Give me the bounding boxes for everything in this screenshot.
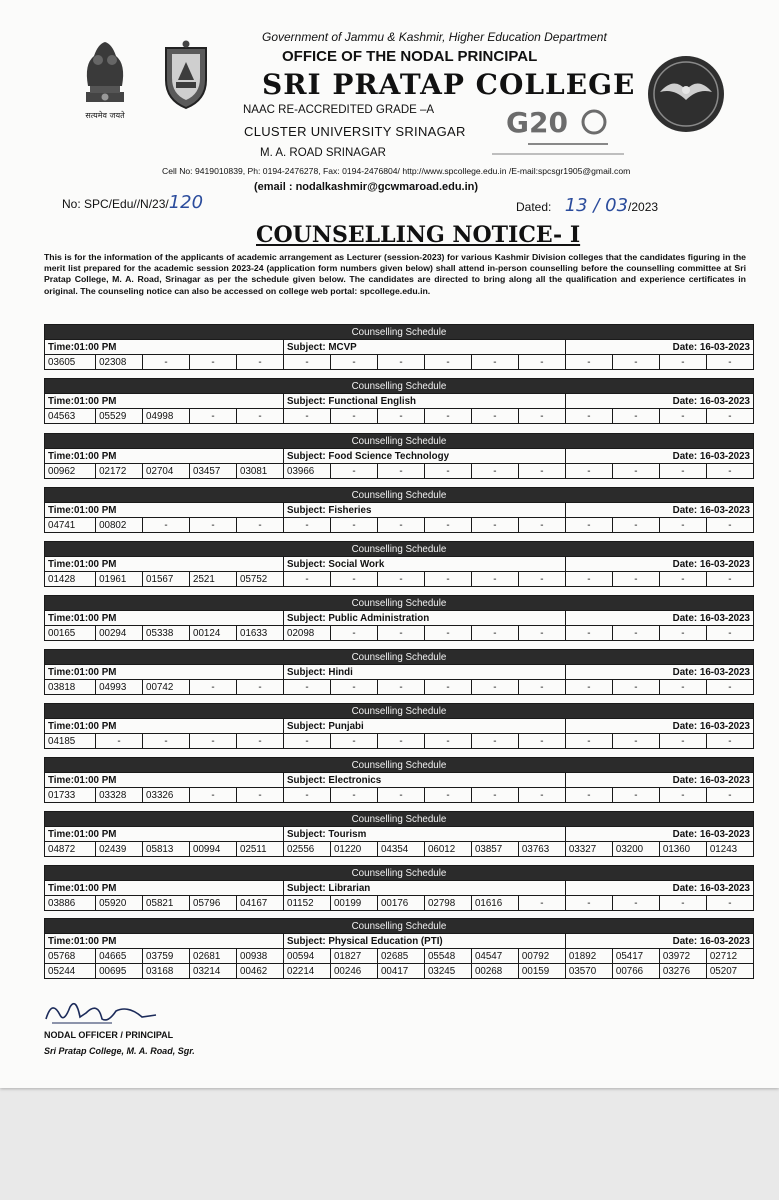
application-number-cell: - xyxy=(471,355,518,370)
application-number-cell: 00294 xyxy=(96,626,143,641)
schedule-table xyxy=(44,433,754,479)
application-number-cell: - xyxy=(237,788,284,803)
application-number-cell: 03818 xyxy=(45,680,96,695)
application-number-cell: 02214 xyxy=(284,964,331,979)
application-number-cell: - xyxy=(377,572,424,587)
table-row xyxy=(45,680,754,695)
email-line: (email : nodalkashmir@gcwmaroad.edu.in) xyxy=(254,181,479,193)
schedule-time: Time:01:00 PM xyxy=(45,340,284,355)
notice-date xyxy=(516,195,658,216)
application-number-cell: 01567 xyxy=(143,572,190,587)
schedule-date: Date: 16-03-2023 xyxy=(565,719,753,734)
application-number-cell: - xyxy=(424,680,471,695)
application-number-cell: - xyxy=(612,572,659,587)
schedule-subject: Subject: Electronics xyxy=(284,773,566,788)
schedule-subject: Subject: Physical Education (PTI) xyxy=(284,934,566,949)
schedule-table xyxy=(44,649,754,695)
application-number-cell: - xyxy=(424,518,471,533)
application-number-cell: 05529 xyxy=(96,409,143,424)
application-number-cell: - xyxy=(330,518,377,533)
schedule-table xyxy=(44,918,754,979)
application-number-cell: - xyxy=(424,572,471,587)
application-number-cell: - xyxy=(565,734,612,749)
schedule-table xyxy=(44,811,754,857)
application-number-cell: 03327 xyxy=(565,842,612,857)
application-number-cell: 03457 xyxy=(190,464,237,479)
schedule-time: Time:01:00 PM xyxy=(45,503,284,518)
schedule-header: Counselling Schedule xyxy=(45,325,754,340)
schedule-date: Date: 16-03-2023 xyxy=(565,340,753,355)
application-number-cell: 03168 xyxy=(143,964,190,979)
signatory-designation: NODAL OFFICER / PRINCIPAL xyxy=(44,1030,174,1040)
application-number-cell: 00962 xyxy=(45,464,96,479)
application-number-cell: - xyxy=(706,788,753,803)
schedule-header: Counselling Schedule xyxy=(45,488,754,503)
application-number-cell: - xyxy=(565,409,612,424)
application-number-cell: 03276 xyxy=(659,964,706,979)
application-number-cell: 06012 xyxy=(424,842,471,857)
application-number-cell: - xyxy=(377,518,424,533)
schedule-header: Counselling Schedule xyxy=(45,434,754,449)
application-number-cell: - xyxy=(659,788,706,803)
reference-number xyxy=(62,192,203,213)
application-number-cell: - xyxy=(424,788,471,803)
application-number-cell: - xyxy=(424,409,471,424)
table-row xyxy=(45,896,754,911)
application-number-cell: - xyxy=(565,680,612,695)
dated-handwritten: 13 / 03 xyxy=(564,195,629,216)
application-number-cell: - xyxy=(424,355,471,370)
schedule-header: Counselling Schedule xyxy=(45,650,754,665)
application-number-cell: 02685 xyxy=(377,949,424,964)
schedule-time: Time:01:00 PM xyxy=(45,449,284,464)
notice-intro: This is for the information of the applicants of academic arrangement as Lecturer (session-2023) for various Kashmir Division colleges that the candidates figuring in the merit list prepared for the academic session 2023-24 (application form numbers given below) shall attend in-person counselling before the counselling committee at Sri Pratap College, M. A. Road, Srinagar as per the schedule given below. The candidates are directed to bring along all the qualification and experience certificates in original. The counseling notice can also be accessed on college web portal: spcollege.edu.in. xyxy=(44,252,746,296)
office-title: OFFICE OF THE NODAL PRINCIPAL xyxy=(282,48,538,65)
application-number-cell: - xyxy=(190,355,237,370)
application-number-cell: - xyxy=(706,626,753,641)
application-number-cell: - xyxy=(706,572,753,587)
schedule-header: Counselling Schedule xyxy=(45,866,754,881)
application-number-cell: 01633 xyxy=(237,626,284,641)
application-number-cell: 00792 xyxy=(518,949,565,964)
application-number-cell: - xyxy=(659,464,706,479)
application-number-cell: - xyxy=(377,355,424,370)
application-number-cell: 02556 xyxy=(284,842,331,857)
application-number-cell: - xyxy=(330,788,377,803)
schedule-subject: Subject: Fisheries xyxy=(284,503,566,518)
schedule-time: Time:01:00 PM xyxy=(45,773,284,788)
schedule-table xyxy=(44,703,754,749)
schedule-header: Counselling Schedule xyxy=(45,542,754,557)
schedule-date: Date: 16-03-2023 xyxy=(565,449,753,464)
application-number-cell: - xyxy=(471,626,518,641)
application-number-cell: 02704 xyxy=(143,464,190,479)
table-row xyxy=(45,518,754,533)
application-number-cell: - xyxy=(612,355,659,370)
schedule-date: Date: 16-03-2023 xyxy=(565,503,753,518)
application-number-cell: - xyxy=(143,734,190,749)
application-number-cell: 01152 xyxy=(284,896,331,911)
schedule-time: Time:01:00 PM xyxy=(45,827,284,842)
application-number-cell: - xyxy=(237,355,284,370)
application-number-cell: - xyxy=(284,788,331,803)
naac-grade: NAAC RE-ACCREDITED GRADE –A xyxy=(243,104,435,116)
application-number-cell: 05768 xyxy=(45,949,96,964)
schedule-subject: Subject: Public Administration xyxy=(284,611,566,626)
application-number-cell: - xyxy=(284,355,331,370)
application-number-cell: - xyxy=(377,626,424,641)
schedule-date: Date: 16-03-2023 xyxy=(565,557,753,572)
application-number-cell: 01360 xyxy=(659,842,706,857)
schedule-table xyxy=(44,865,754,911)
application-number-cell: - xyxy=(284,734,331,749)
application-number-cell: - xyxy=(424,464,471,479)
application-number-cell: - xyxy=(659,409,706,424)
national-emblem-icon xyxy=(72,34,138,126)
application-number-cell: - xyxy=(706,409,753,424)
application-number-cell: 00199 xyxy=(330,896,377,911)
g20-logo-icon xyxy=(488,102,628,160)
application-number-cell: - xyxy=(471,734,518,749)
reference-handwritten-number: 120 xyxy=(168,192,204,213)
application-number-cell: - xyxy=(612,896,659,911)
application-number-cell: 01616 xyxy=(471,896,518,911)
application-number-cell: - xyxy=(471,464,518,479)
application-number-cell: 00802 xyxy=(96,518,143,533)
application-number-cell: - xyxy=(612,409,659,424)
reference-prefix: No: SPC/Edu//N/23/ xyxy=(62,197,169,211)
schedule-header: Counselling Schedule xyxy=(45,379,754,394)
application-number-cell: - xyxy=(330,409,377,424)
application-number-cell: 01733 xyxy=(45,788,96,803)
application-number-cell: - xyxy=(330,355,377,370)
application-number-cell: - xyxy=(659,572,706,587)
application-number-cell: - xyxy=(612,788,659,803)
application-number-cell: - xyxy=(424,626,471,641)
application-number-cell: 01827 xyxy=(330,949,377,964)
application-number-cell: - xyxy=(471,518,518,533)
application-number-cell: - xyxy=(612,734,659,749)
application-number-cell: 03081 xyxy=(237,464,284,479)
application-number-cell: - xyxy=(471,680,518,695)
application-number-cell: 00938 xyxy=(237,949,284,964)
application-number-cell: - xyxy=(190,518,237,533)
application-number-cell: 04563 xyxy=(45,409,96,424)
application-number-cell: 00594 xyxy=(284,949,331,964)
application-number-cell: - xyxy=(659,626,706,641)
application-number-cell: 02308 xyxy=(96,355,143,370)
application-number-cell: 02681 xyxy=(190,949,237,964)
application-number-cell: - xyxy=(284,680,331,695)
application-number-cell: 03245 xyxy=(424,964,471,979)
table-row xyxy=(45,409,754,424)
application-number-cell: - xyxy=(237,680,284,695)
application-number-cell: 04993 xyxy=(96,680,143,695)
schedule-time: Time:01:00 PM xyxy=(45,719,284,734)
application-number-cell: 02712 xyxy=(706,949,753,964)
dated-label: Dated: xyxy=(516,200,552,214)
application-number-cell: 05338 xyxy=(143,626,190,641)
application-number-cell: - xyxy=(518,626,565,641)
schedule-table xyxy=(44,595,754,641)
g20-logo-text: G20 xyxy=(506,106,568,139)
application-number-cell: 04167 xyxy=(237,896,284,911)
table-row xyxy=(45,572,754,587)
application-number-cell: - xyxy=(284,409,331,424)
application-number-cell: 04547 xyxy=(471,949,518,964)
application-number-cell: - xyxy=(96,734,143,749)
application-number-cell: 02511 xyxy=(237,842,284,857)
application-number-cell: - xyxy=(565,896,612,911)
application-number-cell: 00268 xyxy=(471,964,518,979)
schedule-subject: Subject: Food Science Technology xyxy=(284,449,566,464)
schedule-subject: Subject: MCVP xyxy=(284,340,566,355)
schedule-subject: Subject: Functional English xyxy=(284,394,566,409)
application-number-cell: - xyxy=(377,680,424,695)
application-number-cell: 04872 xyxy=(45,842,96,857)
application-number-cell: - xyxy=(471,572,518,587)
schedule-date: Date: 16-03-2023 xyxy=(565,611,753,626)
application-number-cell: - xyxy=(143,518,190,533)
application-number-cell: - xyxy=(565,518,612,533)
application-number-cell: 03200 xyxy=(612,842,659,857)
application-number-cell: - xyxy=(377,409,424,424)
application-number-cell: 00766 xyxy=(612,964,659,979)
application-number-cell: 01243 xyxy=(706,842,753,857)
application-number-cell: - xyxy=(659,734,706,749)
application-number-cell: 03857 xyxy=(471,842,518,857)
application-number-cell: - xyxy=(659,518,706,533)
schedule-time: Time:01:00 PM xyxy=(45,934,284,949)
application-number-cell: - xyxy=(377,788,424,803)
application-number-cell: - xyxy=(190,680,237,695)
application-number-cell: - xyxy=(284,572,331,587)
application-number-cell: 05813 xyxy=(143,842,190,857)
application-number-cell: 01428 xyxy=(45,572,96,587)
application-number-cell: 00462 xyxy=(237,964,284,979)
application-number-cell: 04998 xyxy=(143,409,190,424)
schedule-time: Time:01:00 PM xyxy=(45,665,284,680)
table-row xyxy=(45,949,754,964)
application-number-cell: - xyxy=(659,680,706,695)
application-number-cell: 01961 xyxy=(96,572,143,587)
application-number-cell: 04741 xyxy=(45,518,96,533)
application-number-cell: - xyxy=(330,626,377,641)
application-number-cell: 04665 xyxy=(96,949,143,964)
application-number-cell: - xyxy=(237,409,284,424)
application-number-cell: - xyxy=(612,680,659,695)
application-number-cell: - xyxy=(706,896,753,911)
application-number-cell: 02172 xyxy=(96,464,143,479)
application-number-cell: - xyxy=(518,355,565,370)
emblem-motto: सत्यमेव जयते xyxy=(85,111,125,120)
schedule-header: Counselling Schedule xyxy=(45,758,754,773)
table-row xyxy=(45,842,754,857)
government-line: Government of Jammu & Kashmir, Higher Education Department xyxy=(262,30,607,44)
application-number-cell: 00994 xyxy=(190,842,237,857)
application-number-cell: - xyxy=(518,464,565,479)
application-number-cell: - xyxy=(143,355,190,370)
application-number-cell: - xyxy=(706,355,753,370)
schedule-time: Time:01:00 PM xyxy=(45,394,284,409)
schedule-subject: Subject: Tourism xyxy=(284,827,566,842)
application-number-cell: - xyxy=(565,626,612,641)
table-row xyxy=(45,964,754,979)
schedule-header: Counselling Schedule xyxy=(45,919,754,934)
application-number-cell: 03214 xyxy=(190,964,237,979)
application-number-cell: - xyxy=(518,572,565,587)
application-number-cell: 03966 xyxy=(284,464,331,479)
application-number-cell: 05207 xyxy=(706,964,753,979)
application-number-cell: - xyxy=(471,409,518,424)
schedule-date: Date: 16-03-2023 xyxy=(565,773,753,788)
schedule-date: Date: 16-03-2023 xyxy=(565,934,753,949)
application-number-cell: 00246 xyxy=(330,964,377,979)
application-number-cell: - xyxy=(706,680,753,695)
application-number-cell: 05548 xyxy=(424,949,471,964)
schedule-date: Date: 16-03-2023 xyxy=(565,827,753,842)
application-number-cell: - xyxy=(518,896,565,911)
application-number-cell: 00165 xyxy=(45,626,96,641)
application-number-cell: 02798 xyxy=(424,896,471,911)
table-row xyxy=(45,734,754,749)
application-number-cell: - xyxy=(612,464,659,479)
application-number-cell: - xyxy=(284,518,331,533)
schedule-subject: Subject: Hindi xyxy=(284,665,566,680)
application-number-cell: - xyxy=(424,734,471,749)
application-number-cell: 03759 xyxy=(143,949,190,964)
application-number-cell: - xyxy=(565,355,612,370)
application-number-cell: 00742 xyxy=(143,680,190,695)
application-number-cell: 01220 xyxy=(330,842,377,857)
schedule-table xyxy=(44,757,754,803)
application-number-cell: - xyxy=(659,355,706,370)
application-number-cell: 00124 xyxy=(190,626,237,641)
schedule-time: Time:01:00 PM xyxy=(45,557,284,572)
application-number-cell: - xyxy=(330,680,377,695)
schedule-subject: Subject: Librarian xyxy=(284,881,566,896)
application-number-cell: 00695 xyxy=(96,964,143,979)
application-number-cell: - xyxy=(518,734,565,749)
schedule-table xyxy=(44,378,754,424)
application-number-cell: - xyxy=(565,572,612,587)
schedule-subject: Subject: Social Work xyxy=(284,557,566,572)
schedule-header: Counselling Schedule xyxy=(45,704,754,719)
schedule-time: Time:01:00 PM xyxy=(45,881,284,896)
application-number-cell: 2521 xyxy=(190,572,237,587)
table-row xyxy=(45,626,754,641)
application-number-cell: 05920 xyxy=(96,896,143,911)
schedule-date: Date: 16-03-2023 xyxy=(565,394,753,409)
application-number-cell: 03605 xyxy=(45,355,96,370)
college-badge-icon xyxy=(646,54,726,134)
application-number-cell: 05796 xyxy=(190,896,237,911)
college-name: SRI PRATAP COLLEGE xyxy=(262,68,636,101)
application-number-cell: 02098 xyxy=(284,626,331,641)
application-number-cell: - xyxy=(518,680,565,695)
table-row xyxy=(45,788,754,803)
university-name: CLUSTER UNIVERSITY SRINAGAR xyxy=(244,124,466,139)
application-number-cell: 05417 xyxy=(612,949,659,964)
application-number-cell: - xyxy=(190,788,237,803)
application-number-cell: 03972 xyxy=(659,949,706,964)
application-number-cell: 05244 xyxy=(45,964,96,979)
contact-details: Cell No: 9419010839, Ph: 0194-2476278, Fax: 0194-2476804/ http://www.spcollege.edu.in /E-mail:spcsgr1905@gmail.com xyxy=(162,166,631,176)
schedule-table xyxy=(44,324,754,370)
application-number-cell: - xyxy=(659,896,706,911)
table-row xyxy=(45,464,754,479)
application-number-cell: - xyxy=(518,409,565,424)
application-number-cell: 00176 xyxy=(377,896,424,911)
application-number-cell: - xyxy=(706,734,753,749)
application-number-cell: 01892 xyxy=(565,949,612,964)
application-number-cell: - xyxy=(237,518,284,533)
schedule-header: Counselling Schedule xyxy=(45,596,754,611)
signatory-address: Sri Pratap College, M. A. Road, Sgr. xyxy=(44,1046,195,1056)
application-number-cell: - xyxy=(237,734,284,749)
application-number-cell: 03763 xyxy=(518,842,565,857)
application-number-cell: - xyxy=(190,734,237,749)
application-number-cell: - xyxy=(565,788,612,803)
table-row xyxy=(45,355,754,370)
schedule-time: Time:01:00 PM xyxy=(45,611,284,626)
application-number-cell: - xyxy=(612,626,659,641)
application-number-cell: 03886 xyxy=(45,896,96,911)
application-number-cell: - xyxy=(612,518,659,533)
application-number-cell: 00159 xyxy=(518,964,565,979)
schedule-date: Date: 16-03-2023 xyxy=(565,881,753,896)
schedule-subject: Subject: Punjabi xyxy=(284,719,566,734)
application-number-cell: - xyxy=(706,464,753,479)
application-number-cell: - xyxy=(471,788,518,803)
application-number-cell: - xyxy=(377,734,424,749)
application-number-cell: 00417 xyxy=(377,964,424,979)
schedule-date: Date: 16-03-2023 xyxy=(565,665,753,680)
application-number-cell: 03570 xyxy=(565,964,612,979)
application-number-cell: - xyxy=(190,409,237,424)
college-crest-icon xyxy=(160,40,212,110)
application-number-cell: - xyxy=(518,788,565,803)
dated-year: /2023 xyxy=(628,200,659,214)
schedule-table xyxy=(44,541,754,587)
application-number-cell: - xyxy=(330,464,377,479)
application-number-cell: - xyxy=(565,464,612,479)
schedule-header: Counselling Schedule xyxy=(45,812,754,827)
application-number-cell: 04185 xyxy=(45,734,96,749)
schedule-table xyxy=(44,487,754,533)
application-number-cell: 04354 xyxy=(377,842,424,857)
college-address: M. A. ROAD SRINAGAR xyxy=(260,147,386,159)
signature-icon xyxy=(42,993,162,1029)
application-number-cell: 03328 xyxy=(96,788,143,803)
application-number-cell: 05821 xyxy=(143,896,190,911)
application-number-cell: - xyxy=(377,464,424,479)
application-number-cell: - xyxy=(706,518,753,533)
application-number-cell: 05752 xyxy=(237,572,284,587)
application-number-cell: 02439 xyxy=(96,842,143,857)
application-number-cell: - xyxy=(330,572,377,587)
application-number-cell: - xyxy=(518,518,565,533)
application-number-cell: 03326 xyxy=(143,788,190,803)
notice-title: COUNSELLING NOTICE- I xyxy=(256,222,581,248)
application-number-cell: - xyxy=(330,734,377,749)
